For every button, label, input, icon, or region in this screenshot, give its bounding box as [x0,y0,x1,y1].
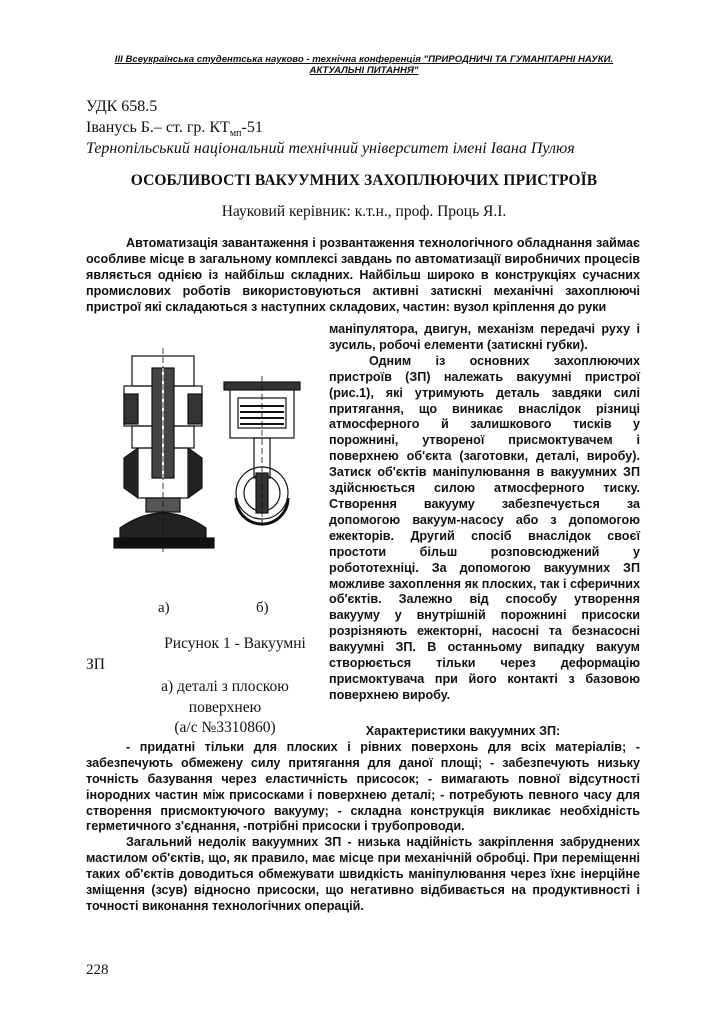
conference-line-1: ІІІ Всеукраїнська студентська науково - технічна конференція "ПРИРОДНИЧІ ТА ГУМАНІТАРНІ НАУКИ. [114,54,614,65]
right-column [329,322,640,704]
figure-caption-line-1: Рисунок 1 - Вакуумні [164,635,306,652]
figure-label-b: б) [256,600,269,616]
figure-caption-line-3: а) деталі з плоскою [161,678,289,695]
udk-code: УДК 658.5 [86,98,158,115]
paragraph-general-drawback: Загальний недолік вакуумних ЗП - низька надійність закріплення забруднених мастилом об'єктів, що, як правило, має місце при механічній обробці. При переміщенні таких об'єктів доводиться обмежувати швидкість маніпулювання через їхнє інерційне зміщення (зсув) відносно присоски, що негативно відбивається на продуктивності і точності виконання технологічних операцій. [86,835,640,913]
characteristics-list: - придатні тільки для плоских і рівних поверхонь для всіх матеріалів; - забезпечують обмежену силу притягання для даної площі; - забезпечують низьку точність базування через еластичність присосок; - вимагають повної відсутності інородних частин між присосками і поверхнею деталі; - потребують певного часу для створення присмоктуючого вакууму; - складна конструкція викликає необхідність герметичного з'єднання, -потрібні присоски і трубопроводи. [86,739,640,834]
page-number: 228 [86,962,109,978]
figure-b-drawing [224,376,300,528]
paragraph-intro-continued: маніпулятора, двигун, механізм передачі руху і зусиль, робочі елементи (затискні губки). [329,322,640,352]
figure-a-drawing [114,348,214,553]
figure-caption-line-2: ЗП [86,656,105,673]
paragraph-intro: Автоматизація завантаження і розвантаження технологічного обладнання займає особливе місце в загальному комплексі завдань по автоматизації виробничих процесів являється однією із найбільш складних. Найбільш широко в конструкціях сучасних промислових роботів використовуються активні затискні механічні захоплюючі пристрої які складаються з наступних складових, частин: вузол кріплення до руки [86,236,640,314]
figure-caption-line-4: поверхнею [188,699,262,716]
characteristics-heading: Характеристики вакуумних ЗП: [365,724,561,738]
figure-label-a: а) [158,600,170,616]
author-group-sub: мп [229,128,242,140]
author-name: Іванусь Б.– ст. гр. КТ [86,119,230,136]
supervisor: Науковий керівник: к.т.н., проф. Проць Я.І. [221,203,507,220]
conference-line-2: АКТУАЛЬНІ ПИТАННЯ" [309,65,419,76]
university: Тернопільський національний технічний університет імені Івана Пулюя [86,140,575,157]
paragraph-vacuum-devices: Одним із основних захоплюючих пристроїв (ЗП) належать вакуумні пристрої (рис.1), які утримують деталь завдяки силі притягання, що виникає внаслідок різниці атмосферного й залишкового тисків у порожнині, утвореної присмоктувачем і поверхнею об'єкта (заготовки, деталі, виробу). Затиск об'єктів маніпулювання в вакуумних ЗП здійснюється силою атмосферного тиску. Створення вакууму забезпечується за допомогою вакуум-насосу або з допомогою ежекторів. Другий спосіб внаслідок своєї простоти більш розповсюджений у робототехніці. За допомогою вакуумних ЗП можливе захоплення як плоских, так і сферичних об'єктів. Залежно від способу утворення вакууму у внутрішній порожнині присоски розрізняють ежекторні, насосні та безнасосні вакуумні ЗП. В останньому випадку вакуум створюється тільки через деформацію присмоктувача при його контакті з базовою поверхнею виробу. [329,353,640,702]
figure-caption-line-5: (а/с №3310860) [174,719,276,736]
article-title: ОСОБЛИВОСТІ ВАКУУМНИХ ЗАХОПЛЮЮЧИХ ПРИСТРОЇВ [130,172,598,189]
characteristics-block [86,724,640,915]
author-group-suffix: -51 [241,119,263,136]
conference-header [84,54,644,76]
figure-drawings [114,348,320,568]
